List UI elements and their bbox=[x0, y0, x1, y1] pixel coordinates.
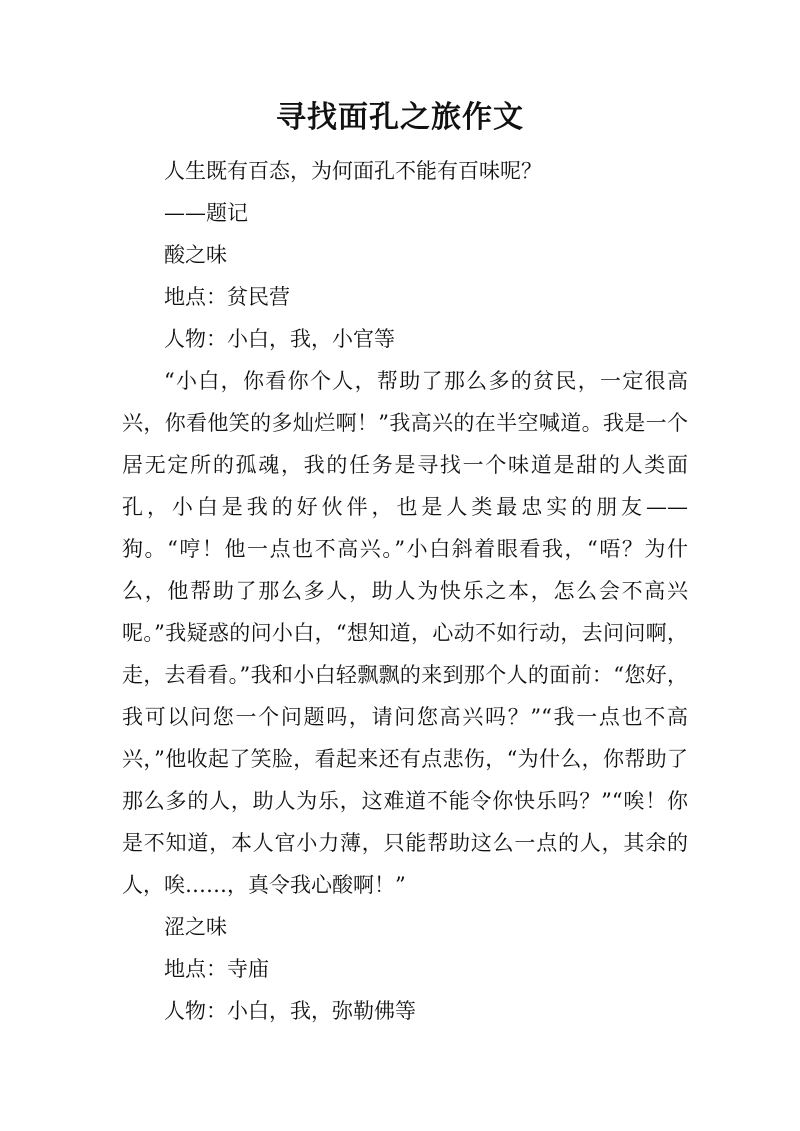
story-paragraph: “小白，你看你个人，帮助了那么多的贫民，一定很高兴，你看他笑的多灿烂啊！”我高兴的在半空喊道。我是一个居无定所的孤魂，我的任务是寻找一个味道是甜的人类面孔，小白是我的好伙伴，也是人类最忠实的朋友——狗。“哼！他一点也不高兴。”小白斜着眼看我，“唔？为什么，他帮助了那么多人，助人为快乐之本，怎么会不高兴呢。”我疑惑的问小白，“想知道，心动不如行动，去问问啊，走，去看看。”我和小白轻飘飘的来到那个人的面前：“您好，我可以问您一个问题吗，请问您高兴吗？”“我一点也不高兴，”他收起了笑脸，看起来还有点悲伤，“为什么，你帮助了那么多的人，助人为乐，这难道不能令你快乐吗？”“唉！你是不知道，本人官小力薄，只能帮助这么一点的人，其余的人，唉……，真令我心酸啊！” bbox=[122, 369, 688, 897]
document-body bbox=[122, 150, 688, 1032]
section-characters: 人物：小白，我，弥勒佛等 bbox=[164, 999, 416, 1023]
epigraph-attribution: ——题记 bbox=[164, 201, 248, 225]
section-heading-astringent: 涩之味 bbox=[164, 915, 227, 939]
section-location: 地点：寺庙 bbox=[164, 957, 269, 981]
section-location: 地点：贫民营 bbox=[164, 285, 290, 309]
section-heading-sour: 酸之味 bbox=[164, 243, 227, 267]
document-title: 寻找面孔之旅作文 bbox=[276, 100, 524, 135]
epigraph-text: 人生既有百态，为何面孔不能有百味呢？ bbox=[164, 159, 542, 183]
section-characters: 人物：小白，我，小官等 bbox=[164, 327, 395, 351]
